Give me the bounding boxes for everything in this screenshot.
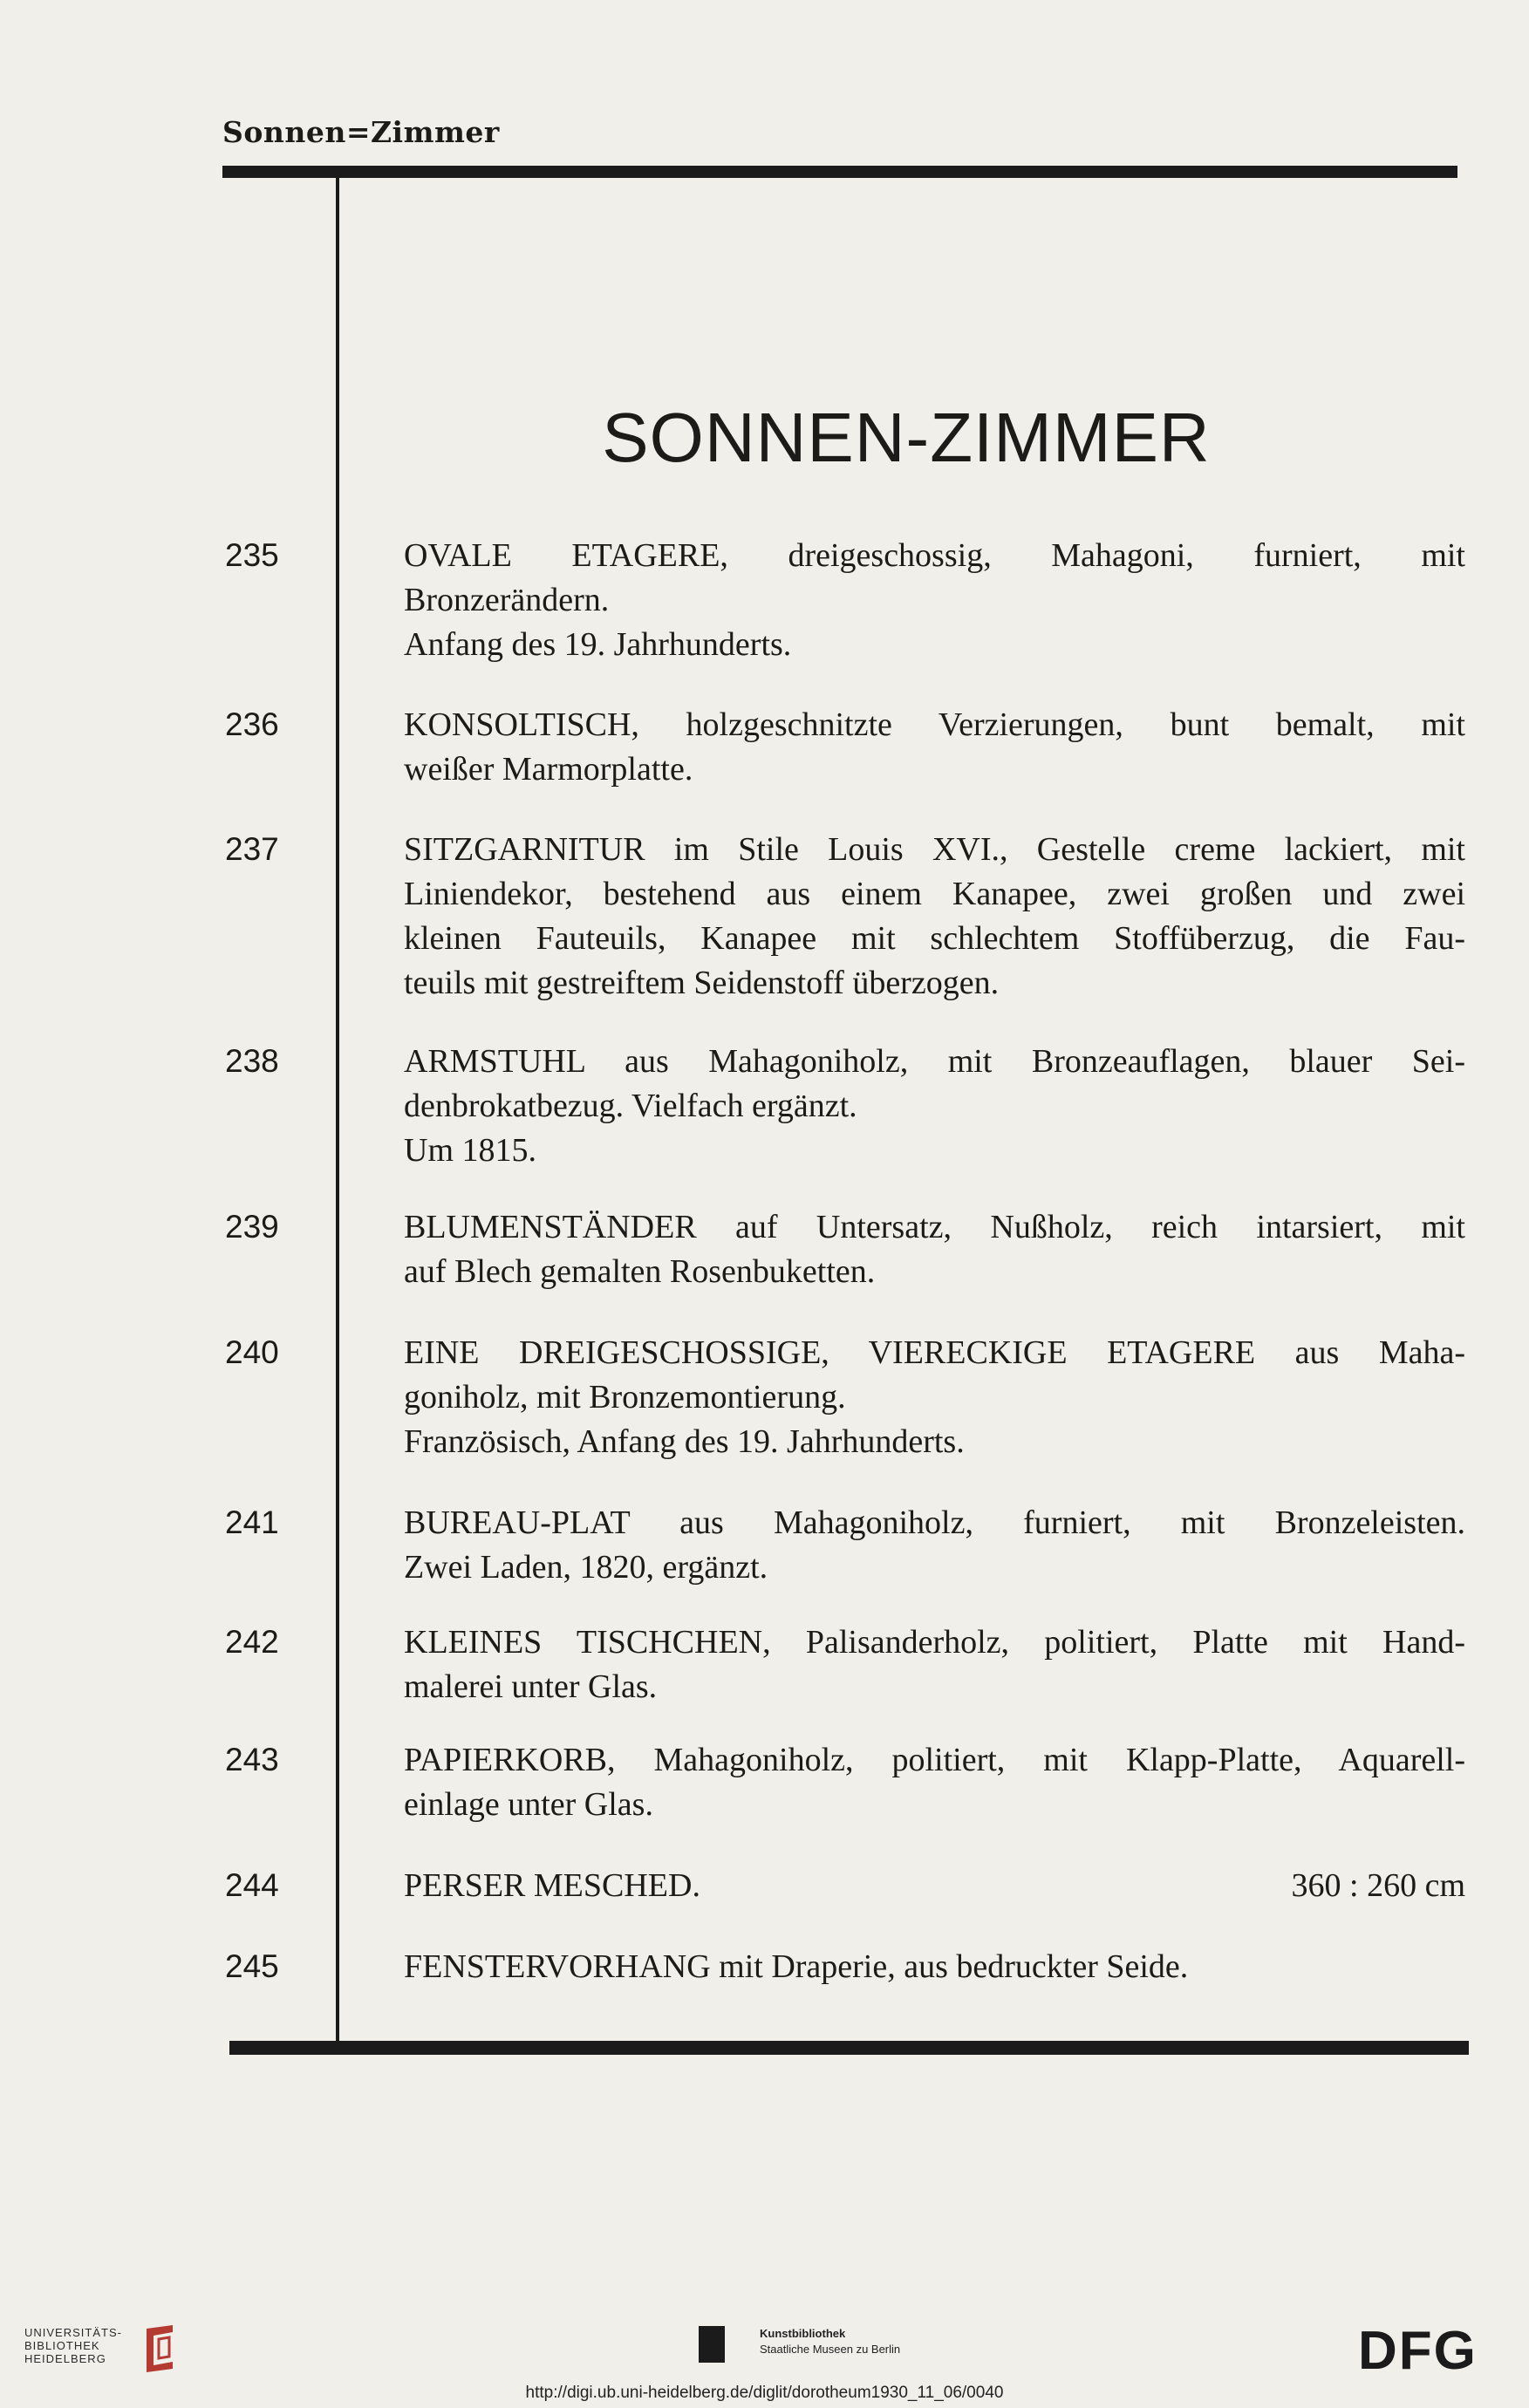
- kb-subtitle: Staatliche Museen zu Berlin: [760, 2343, 901, 2356]
- description-line: Anfang des 19. Jahrhunderts.: [404, 626, 792, 663]
- description-line: goniholz, mit Bronzemontierung.: [404, 1379, 846, 1415]
- kunstbibliothek-logo-icon: [699, 2326, 725, 2363]
- description-line: auf Blech gemalten Rosenbuketten.: [404, 1253, 876, 1290]
- description-line: BLUMENSTÄNDER auf Untersatz, Nußholz, reich intarsiert, mit: [404, 1209, 1465, 1245]
- section-title: SONNEN-ZIMMER: [602, 399, 1211, 476]
- kb-title: Kunstbibliothek: [760, 2327, 846, 2340]
- description-line: teuils mit gestreiftem Seidenstoff überzogen.: [404, 965, 1000, 1001]
- description-line: Bronzerändern.: [404, 582, 610, 618]
- description-line: SITZGARNITUR im Stile Louis XVI., Gestelle creme lackiert, mit: [404, 831, 1465, 868]
- description-line: PAPIERKORB, Mahagoniholz, politiert, mit Klapp-Platte, Aquarell-: [404, 1742, 1465, 1778]
- description-line: weißer Marmorplatte.: [404, 751, 693, 788]
- top-rule: [222, 166, 1457, 178]
- lot-dimensions: 360 : 260 cm: [1291, 1867, 1465, 1904]
- logo-line: HEIDELBERG: [24, 2352, 106, 2365]
- description-line: PERSER MESCHED.: [404, 1867, 700, 1904]
- lot-description: [404, 1205, 1465, 1294]
- source-url[interactable]: http://digi.ub.uni-heidelberg.de/diglit/dorotheum1930_11_06/0040: [525, 2384, 1004, 2402]
- description-line: malerei unter Glas.: [404, 1668, 658, 1705]
- lot-number: 241: [225, 1504, 279, 1540]
- lot-description: [404, 1331, 1465, 1464]
- lot-description: [404, 1864, 1465, 1908]
- description-line: Liniendekor, bestehend aus einem Kanapee, zwei großen und zwei: [404, 876, 1465, 912]
- dfg-logo: DFG: [1358, 2321, 1478, 2381]
- lot-description: [404, 1620, 1465, 1709]
- university-library-logo: [24, 2326, 122, 2365]
- description-line: Französisch, Anfang des 19. Jahrhunderts.: [404, 1423, 965, 1460]
- description-line: EINE DREIGESCHOSSIGE, VIERECKIGE ETAGERE aus Maha-: [404, 1334, 1465, 1371]
- lot-number: 245: [225, 1948, 279, 1984]
- lot-description: [404, 534, 1465, 667]
- logo-line: UNIVERSITÄTS-: [24, 2326, 122, 2339]
- lot-description: [404, 1501, 1465, 1590]
- lot-number: 239: [225, 1209, 279, 1245]
- lot-description: [404, 1945, 1465, 1989]
- lot-description: [404, 1040, 1465, 1173]
- description-line: einlage unter Glas.: [404, 1786, 653, 1823]
- lot-number: 244: [225, 1867, 279, 1903]
- description-line: kleinen Fauteuils, Kanapee mit schlechtem Stoffüberzug, die Fau-: [404, 920, 1465, 957]
- description-line: Zwei Laden, 1820, ergänzt.: [404, 1549, 768, 1586]
- running-header: Sonnen=Zimmer: [222, 115, 500, 149]
- description-line: FENSTERVORHANG mit Draperie, aus bedruckter Seide.: [404, 1948, 1189, 1985]
- bottom-rule: [229, 2041, 1469, 2055]
- lot-description: [404, 1738, 1465, 1827]
- lot-number: 235: [225, 537, 279, 573]
- lot-description: [404, 828, 1465, 1006]
- description-line: OVALE ETAGERE, dreigeschossig, Mahagoni, furniert, mit: [404, 537, 1465, 574]
- description-line: denbrokatbezug. Vielfach ergänzt.: [404, 1088, 857, 1124]
- logo-line: BIBLIOTHEK: [24, 2339, 100, 2352]
- description-line: Um 1815.: [404, 1132, 536, 1169]
- description-line: KONSOLTISCH, holzgeschnitzte Verzierungen, bunt bemalt, mit: [404, 706, 1465, 743]
- lot-number: 242: [225, 1624, 279, 1660]
- kunstbibliothek-label: [760, 2326, 900, 2357]
- lot-description: [404, 703, 1465, 792]
- description-line: KLEINES TISCHCHEN, Palisanderholz, politiert, Platte mit Hand-: [404, 1624, 1465, 1661]
- university-emblem-icon: [140, 2322, 180, 2376]
- lot-number: 236: [225, 706, 279, 742]
- lot-number: 238: [225, 1043, 279, 1079]
- lot-number: 243: [225, 1742, 279, 1777]
- lot-number: 237: [225, 831, 279, 867]
- description-line: BUREAU-PLAT aus Mahagoniholz, furniert, mit Bronzeleisten.: [404, 1504, 1465, 1541]
- description-line: ARMSTUHL aus Mahagoniholz, mit Bronzeauflagen, blauer Sei-: [404, 1043, 1465, 1080]
- lot-number: 240: [225, 1334, 279, 1370]
